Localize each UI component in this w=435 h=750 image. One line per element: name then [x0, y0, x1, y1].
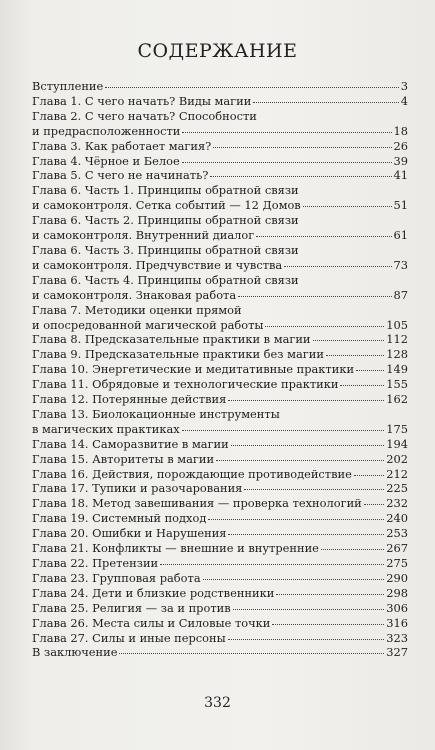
toc-entry-title: В заключение: [32, 645, 118, 660]
toc-entry-title: и самоконтроля. Внутренний диалог: [32, 228, 255, 243]
toc-entry-row: [32, 631, 408, 646]
toc-entry-title: Глава 10. Энергетические и медитативные практики: [32, 362, 355, 377]
toc-entry-page: 212: [386, 466, 408, 481]
dot-leader: [228, 399, 384, 401]
toc-entry-title: Глава 25. Религия — за и против: [32, 600, 231, 615]
toc-entry-page: 128: [386, 347, 408, 362]
dot-leader: [313, 339, 385, 341]
toc-entry: [32, 94, 408, 109]
toc-entry-title: Глава 16. Действия, порождающие противодействие: [32, 466, 352, 481]
toc-entry: [32, 437, 408, 452]
toc-entry-row: [32, 511, 408, 526]
toc-entry-page: 306: [386, 600, 408, 615]
toc-entry: [32, 601, 408, 616]
dot-leader: [216, 459, 384, 461]
toc-entry: [32, 616, 408, 631]
dot-leader: [321, 548, 384, 550]
toc-entry: [32, 481, 408, 496]
dot-leader: [276, 593, 384, 595]
toc-entry-title: Глава 22. Претензии: [32, 556, 159, 570]
dot-leader: [231, 444, 385, 446]
toc-entry-page: 18: [393, 123, 408, 138]
toc-entry: [32, 586, 408, 601]
toc-entry-title: и самоконтроля. Сетка событий — 12 Домов: [32, 198, 301, 213]
toc-entry: [32, 79, 408, 94]
toc-entry: [32, 496, 408, 511]
dot-leader: [340, 384, 384, 386]
toc-entry-page: 3: [400, 79, 408, 93]
toc-entry-page: 105: [386, 317, 408, 332]
toc-entry-row: [32, 645, 408, 660]
toc-entry-page: 175: [386, 421, 408, 436]
toc-entry-row: [32, 526, 408, 541]
toc-entry-row: [32, 347, 408, 362]
toc-entry-title: Глава 11. Обрядовые и технологические практики: [32, 377, 339, 392]
toc-entry-title: в магических практиках: [32, 421, 180, 436]
toc-entry-page: 240: [386, 511, 408, 526]
dot-leader: [326, 354, 384, 356]
toc-entry-row: [32, 601, 408, 616]
toc-entry: [32, 154, 408, 169]
toc-entry: [32, 541, 408, 556]
toc-entry-row: [32, 422, 408, 437]
toc-entry-page: 316: [386, 615, 408, 630]
toc-entry-page: 323: [386, 630, 408, 645]
dot-leader: [284, 265, 391, 267]
toc-entry: [32, 243, 408, 273]
toc-entry-row: [32, 124, 408, 139]
dot-leader: [182, 131, 391, 133]
toc-entry-title: Глава 12. Потерянные действия: [32, 392, 227, 407]
toc-entry: [32, 556, 408, 571]
dot-leader: [356, 369, 384, 371]
dot-leader: [228, 533, 384, 535]
toc-entry-title-line: Глава 13. Биолокационные инструменты: [32, 406, 280, 421]
page-title: СОДЕРЖАНИЕ: [137, 40, 298, 62]
dot-leader: [210, 175, 391, 177]
toc-entry: [32, 511, 408, 526]
toc-entry-title: и самоконтроля. Предчувствие и чувства: [32, 257, 283, 272]
toc-entry-title: Глава 18. Метод завешивания — проверка технологий: [32, 496, 362, 511]
toc-entry-row: [32, 437, 408, 452]
toc-entry-title-line: Глава 6. Часть 3. Принципы обратной связи: [32, 242, 299, 257]
toc-entry-page: 155: [386, 377, 408, 392]
toc-entry-page: 41: [393, 168, 408, 183]
toc-entry-row: [32, 541, 408, 556]
toc-entry-page: 87: [393, 287, 408, 302]
dot-leader: [105, 86, 399, 88]
table-of-contents: [32, 79, 408, 660]
toc-entry-page: 26: [393, 138, 408, 153]
toc-entry-title: Глава 27. Силы и иные персоны: [32, 630, 226, 645]
toc-entry-page: 39: [393, 153, 408, 168]
toc-entry-page: 275: [386, 556, 408, 570]
toc-entry-title: Глава 15. Авторитеты в магии: [32, 451, 215, 466]
toc-entry-title: Вступление: [32, 79, 104, 93]
toc-entry-page: 327: [386, 645, 408, 660]
toc-entry-row: [32, 154, 408, 169]
toc-entry: [32, 183, 408, 213]
toc-entry-title: и самоконтроля. Знаковая работа: [32, 287, 237, 302]
toc-entry-title: и опосредованной магической работы: [32, 317, 264, 332]
toc-entry-row: [32, 288, 408, 303]
dot-leader: [119, 652, 384, 654]
dot-leader: [228, 638, 385, 640]
toc-entry-page: 112: [386, 332, 408, 347]
toc-entry: [32, 631, 408, 646]
dot-leader: [182, 161, 392, 163]
toc-entry-row: [32, 94, 408, 109]
toc-entry: [32, 467, 408, 482]
toc-entry-title: и предрасположенности: [32, 123, 181, 138]
dot-leader: [253, 101, 398, 103]
toc-entry-row: [32, 556, 408, 571]
toc-entry-row: [32, 79, 408, 94]
toc-entry-row: [32, 168, 408, 183]
dot-leader: [244, 488, 384, 490]
toc-entry-page: 51: [393, 198, 408, 213]
toc-entry-title: Глава 23. Групповая работа: [32, 570, 201, 585]
toc-entry-row: [32, 571, 408, 586]
toc-entry-title-line: Глава 6. Часть 2. Принципы обратной связи: [32, 213, 299, 228]
dot-leader: [364, 503, 385, 505]
toc-entry-row: [32, 139, 408, 154]
toc-entry-row: [32, 616, 408, 631]
dot-leader: [238, 295, 391, 297]
toc-entry: [32, 332, 408, 347]
dot-leader: [233, 608, 385, 610]
dot-leader: [213, 146, 391, 148]
toc-entry-page: 290: [386, 570, 408, 585]
toc-entry-row: [32, 392, 408, 407]
toc-entry-title: Глава 1. С чего начать? Виды магии: [32, 93, 252, 108]
toc-entry-title-line: Глава 7. Методики оценки прямой: [32, 302, 242, 317]
toc-entry-row: [32, 586, 408, 601]
toc-entry-page: 232: [386, 496, 408, 511]
toc-entry-page: 73: [393, 257, 408, 272]
toc-entry-row: [32, 362, 408, 377]
toc-entry-page: 225: [386, 481, 408, 496]
page-number: 332: [204, 695, 231, 711]
toc-entry: [32, 645, 408, 660]
toc-entry: [32, 109, 408, 139]
dot-leader: [160, 563, 384, 565]
toc-entry-title: Глава 21. Конфликты — внешние и внутренние: [32, 541, 319, 556]
toc-entry: [32, 168, 408, 183]
toc-entry: [32, 407, 408, 437]
toc-entry-title: Глава 8. Предсказательные практики в магии: [32, 332, 311, 347]
toc-entry-title: Глава 4. Чёрное и Белое: [32, 153, 180, 168]
toc-entry: [32, 347, 408, 362]
toc-entry: [32, 392, 408, 407]
toc-entry-page: 202: [386, 451, 408, 466]
dot-leader: [203, 578, 385, 580]
toc-entry-title: Глава 3. Как работает магия?: [32, 138, 212, 153]
toc-entry-row: [32, 377, 408, 392]
toc-entry-page: 298: [386, 585, 408, 600]
toc-entry-row: [32, 258, 408, 273]
toc-entry-title-line: Глава 2. С чего начать? Способности: [32, 108, 257, 123]
toc-entry: [32, 273, 408, 303]
toc-entry-title: Глава 19. Системный подход: [32, 511, 207, 526]
toc-entry-row: [32, 318, 408, 333]
dot-leader: [354, 474, 384, 476]
dot-leader: [182, 429, 385, 431]
dot-leader: [265, 325, 384, 327]
toc-entry-title: Глава 17. Тупики и разочарования: [32, 481, 243, 496]
toc-entry: [32, 452, 408, 467]
toc-entry-row: [32, 452, 408, 467]
dot-leader: [256, 235, 391, 237]
toc-entry-row: [32, 332, 408, 347]
toc-entry: [32, 362, 408, 377]
toc-entry-row: [32, 228, 408, 243]
toc-entry-title: Глава 5. С чего не начинать?: [32, 168, 209, 183]
dot-leader: [272, 623, 384, 625]
dot-leader: [303, 205, 392, 207]
toc-entry: [32, 139, 408, 154]
toc-entry: [32, 213, 408, 243]
toc-entry-page: 4: [400, 93, 408, 108]
toc-entry-row: [32, 496, 408, 511]
toc-entry-page: 194: [386, 436, 408, 451]
toc-entry-row: [32, 467, 408, 482]
toc-entry: [32, 377, 408, 392]
toc-entry-page: 267: [386, 541, 408, 556]
toc-entry-title: Глава 24. Дети и близкие родственники: [32, 585, 275, 600]
dot-leader: [208, 518, 384, 520]
toc-entry-page: 149: [386, 362, 408, 377]
toc-entry-title: Глава 9. Предсказательные практики без магии: [32, 347, 324, 362]
toc-entry-title: Глава 26. Места силы и Силовые точки: [32, 615, 271, 630]
toc-entry-title: Глава 20. Ошибки и Нарушения: [32, 526, 227, 541]
toc-entry-title-line: Глава 6. Часть 4. Принципы обратной связи: [32, 272, 299, 287]
toc-entry-page: 61: [393, 228, 408, 243]
toc-entry-page: 162: [386, 392, 408, 407]
toc-entry-page: 253: [386, 526, 408, 541]
toc-entry-title: Глава 14. Саморазвитие в магии: [32, 436, 229, 451]
toc-entry-row: [32, 198, 408, 213]
toc-entry-title-line: Глава 6. Часть 1. Принципы обратной связи: [32, 183, 299, 198]
toc-entry: [32, 303, 408, 333]
toc-entry-row: [32, 481, 408, 496]
toc-entry: [32, 526, 408, 541]
toc-entry: [32, 571, 408, 586]
